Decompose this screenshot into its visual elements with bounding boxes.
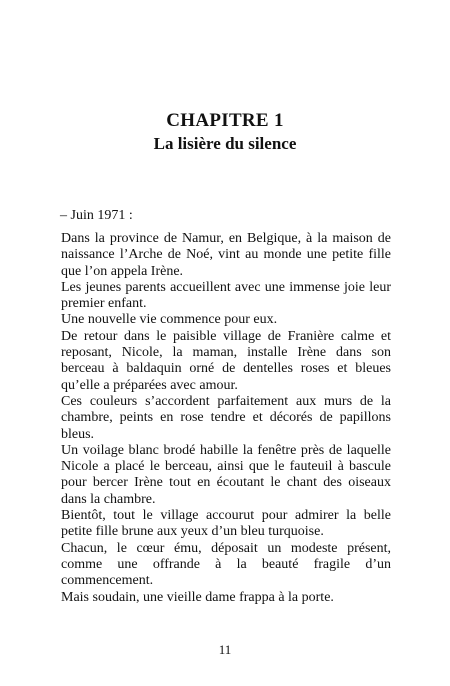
paragraph: Ces couleurs s’accordent parfaitement aux murs de la chambre, peints en rose tendre et décorés de papillons bleus.: [61, 393, 391, 442]
page-number: 11: [218, 642, 232, 657]
date-line: – Juin 1971 :: [60, 208, 133, 223]
paragraph: Une nouvelle vie commence pour eux.: [61, 312, 278, 328]
paragraph: Bientôt, tout le village accourut pour admirer la belle petite fille brune aux yeux d’un bleu turquoise.: [61, 508, 391, 540]
paragraph: De retour dans le paisible village de Franière calme et reposant, Nicole, la maman, installe Irène dans son berceau à baldaquin orné de dentelles roses et bleues qu’elle a préparées avec amour.: [61, 328, 391, 393]
paragraph: Dans la province de Namur, en Belgique, à la maison de naissance l’Arche de Noé, vint au monde une petite fille que l’on appela Irène.: [61, 231, 391, 279]
body-text: [61, 231, 391, 606]
chapter-subtitle: La lisière du silence: [153, 134, 297, 153]
paragraph: Les jeunes parents accueillent avec une immense joie leur premier enfant.: [61, 279, 391, 312]
paragraph: Mais soudain, une vieille dame frappa à la porte.: [61, 589, 334, 605]
paragraph: Chacun, le cœur ému, déposait un modeste présent, comme une offrande à la beauté fragile d’un commencement.: [61, 540, 391, 589]
paragraph: Un voilage blanc brodé habille la fenêtre près de laquelle Nicole a placé le berceau, ainsi que le fauteuil à bascule pour bercer Irène tout en écoutant le chant des oiseaux dans la chambre.: [61, 442, 391, 507]
chapter-heading: CHAPITRE 1: [166, 110, 284, 131]
